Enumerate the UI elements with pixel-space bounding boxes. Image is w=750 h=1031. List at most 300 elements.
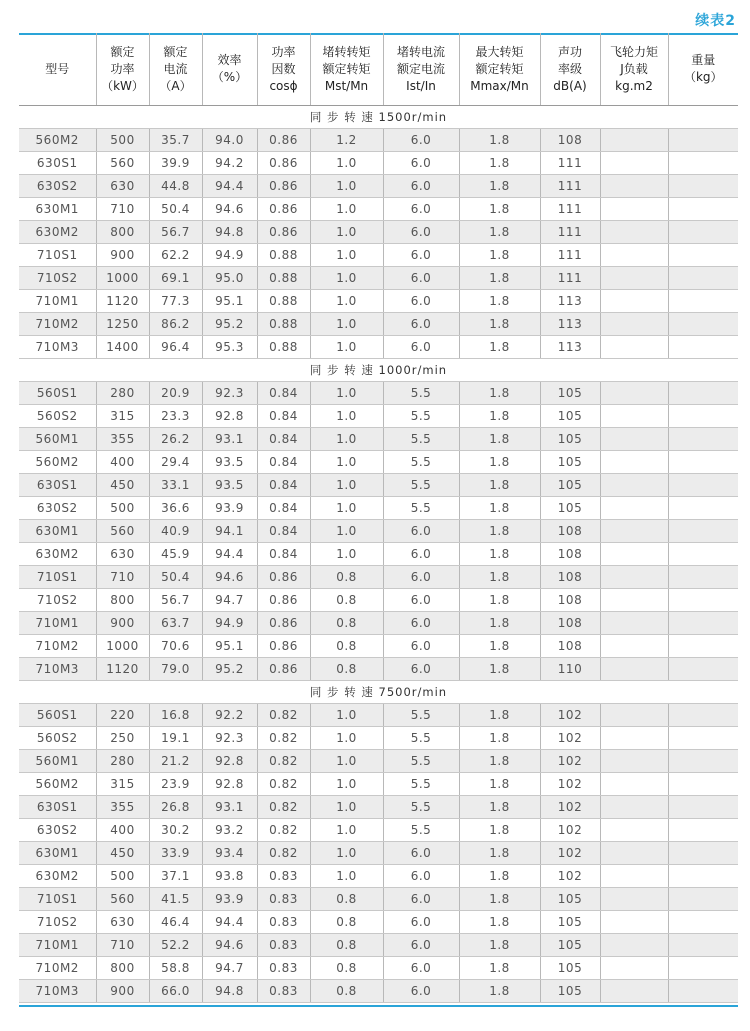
table-cell: 500	[96, 129, 149, 152]
table-cell: 0.8	[310, 888, 383, 911]
table-cell: 0.86	[257, 152, 310, 175]
table-cell: 0.86	[257, 612, 310, 635]
table-cell: 6.0	[383, 543, 459, 566]
table-cell: 111	[540, 175, 600, 198]
table-cell: 0.82	[257, 796, 310, 819]
table-cell	[600, 543, 668, 566]
table-cell: 1.0	[310, 474, 383, 497]
table-row	[19, 382, 738, 405]
table-cell	[668, 635, 738, 658]
table-cell: 6.0	[383, 290, 459, 313]
column-header-line: Mst/Mn	[324, 78, 369, 93]
column-header	[96, 33, 149, 106]
table-cell: 94.6	[202, 198, 257, 221]
table-cell: 710M3	[19, 336, 96, 359]
table-cell: 102	[540, 773, 600, 796]
table-cell: 113	[540, 336, 600, 359]
column-header-line: cosϕ	[269, 78, 298, 93]
table-cell: 30.2	[149, 819, 202, 842]
column-header-line: 效率	[217, 53, 242, 67]
table-cell: 1.8	[459, 382, 540, 405]
table-row	[19, 152, 738, 175]
table-cell	[600, 382, 668, 405]
table-cell: 6.0	[383, 911, 459, 934]
table-cell: 450	[96, 474, 149, 497]
column-header-line: （A）	[159, 78, 192, 93]
table-cell	[668, 451, 738, 474]
table-cell: 630S1	[19, 796, 96, 819]
table-cell: 92.2	[202, 704, 257, 727]
table-cell	[600, 175, 668, 198]
table-cell: 0.88	[257, 336, 310, 359]
table-cell: 1.8	[459, 336, 540, 359]
table-cell: 5.5	[383, 750, 459, 773]
table-cell: 6.0	[383, 888, 459, 911]
section-row	[19, 681, 738, 704]
table-cell	[668, 244, 738, 267]
table-cell	[668, 750, 738, 773]
table-cell: 95.0	[202, 267, 257, 290]
table-row	[19, 474, 738, 497]
table-cell	[600, 244, 668, 267]
table-cell: 94.8	[202, 221, 257, 244]
table-cell: 108	[540, 635, 600, 658]
column-header-line: 额定	[110, 44, 135, 59]
table-cell: 1.0	[310, 704, 383, 727]
table-cell: 560M2	[19, 129, 96, 152]
table-cell: 95.2	[202, 313, 257, 336]
column-header	[383, 33, 459, 106]
table-cell	[668, 520, 738, 543]
table-cell: 6.0	[383, 980, 459, 1003]
table-cell: 630M2	[19, 865, 96, 888]
column-header-line: （%）	[211, 70, 248, 84]
column-header-line: 功率	[271, 44, 296, 59]
table-cell: 108	[540, 520, 600, 543]
table-cell	[600, 727, 668, 750]
table-cell: 0.84	[257, 474, 310, 497]
table-cell: 1.8	[459, 888, 540, 911]
table-cell: 0.82	[257, 773, 310, 796]
table-cell: 0.86	[257, 129, 310, 152]
header-row	[19, 33, 738, 106]
column-header-line: Ist/In	[406, 78, 436, 93]
table-cell: 630M1	[19, 520, 96, 543]
table-cell: 0.86	[257, 566, 310, 589]
table-cell	[600, 658, 668, 681]
table-cell: 1.8	[459, 543, 540, 566]
table-cell	[668, 589, 738, 612]
table-cell: 69.1	[149, 267, 202, 290]
table-cell: 1.8	[459, 313, 540, 336]
table-row	[19, 221, 738, 244]
table-cell: 0.8	[310, 911, 383, 934]
table-cell	[600, 152, 668, 175]
table-cell: 44.8	[149, 175, 202, 198]
table-cell: 630	[96, 175, 149, 198]
table-cell: 630S1	[19, 152, 96, 175]
table-cell: 5.5	[383, 796, 459, 819]
table-cell	[668, 313, 738, 336]
table-cell: 1000	[96, 635, 149, 658]
table-cell	[668, 221, 738, 244]
table-cell	[668, 382, 738, 405]
table-cell	[600, 267, 668, 290]
column-header-line: 最大转矩	[475, 44, 524, 59]
section-title: 同 步 转 速 1000r/min	[19, 359, 738, 382]
table-cell: 280	[96, 750, 149, 773]
table-cell: 29.4	[149, 451, 202, 474]
table-cell: 45.9	[149, 543, 202, 566]
table-cell: 52.2	[149, 934, 202, 957]
table-cell: 1.0	[310, 543, 383, 566]
table-cell: 16.8	[149, 704, 202, 727]
table-cell: 94.4	[202, 911, 257, 934]
table-cell: 0.82	[257, 750, 310, 773]
table-cell	[668, 336, 738, 359]
table-cell: 710	[96, 566, 149, 589]
column-header-line: 额定电流	[396, 61, 445, 76]
table-cell: 630	[96, 543, 149, 566]
table-cell: 0.84	[257, 382, 310, 405]
table-cell: 105	[540, 405, 600, 428]
table-cell: 94.6	[202, 566, 257, 589]
table-cell: 0.8	[310, 980, 383, 1003]
table-cell	[668, 129, 738, 152]
table-cell: 1.0	[310, 290, 383, 313]
table-row	[19, 405, 738, 428]
table-cell	[600, 934, 668, 957]
table-cell: 26.2	[149, 428, 202, 451]
table-cell: 92.3	[202, 727, 257, 750]
table-cell: 111	[540, 152, 600, 175]
table-cell: 630M1	[19, 842, 96, 865]
table-cell: 105	[540, 428, 600, 451]
table-cell: 1.8	[459, 727, 540, 750]
table-cell: 355	[96, 428, 149, 451]
table-cell	[668, 980, 738, 1003]
table-cell: 710S1	[19, 888, 96, 911]
table-cell: 1.0	[310, 405, 383, 428]
table-cell: 92.8	[202, 405, 257, 428]
table-cell: 1.0	[310, 428, 383, 451]
table-cell: 0.8	[310, 658, 383, 681]
table-cell: 6.0	[383, 842, 459, 865]
table-cell: 710M1	[19, 612, 96, 635]
table-cell: 102	[540, 819, 600, 842]
table-cell: 5.5	[383, 405, 459, 428]
column-header	[149, 33, 202, 106]
table-cell: 94.4	[202, 543, 257, 566]
table-cell: 1.0	[310, 336, 383, 359]
table-cell: 5.5	[383, 819, 459, 842]
table-cell: 1.0	[310, 865, 383, 888]
table-cell	[668, 267, 738, 290]
table-row	[19, 290, 738, 313]
table-cell: 500	[96, 497, 149, 520]
table-cell: 1.0	[310, 520, 383, 543]
table-cell: 92.8	[202, 750, 257, 773]
table-cell	[600, 589, 668, 612]
table-cell: 0.88	[257, 290, 310, 313]
table-cell: 1.0	[310, 198, 383, 221]
table-cell: 93.4	[202, 842, 257, 865]
table-cell: 1.8	[459, 934, 540, 957]
table-cell: 1000	[96, 267, 149, 290]
table-row	[19, 911, 738, 934]
table-cell: 5.5	[383, 773, 459, 796]
table-cell: 93.5	[202, 451, 257, 474]
table-cell: 710	[96, 198, 149, 221]
column-header-line: 率级	[557, 61, 582, 76]
table-cell: 108	[540, 566, 600, 589]
table-row	[19, 336, 738, 359]
table-cell	[600, 888, 668, 911]
table-cell	[668, 543, 738, 566]
table-cell: 94.8	[202, 980, 257, 1003]
table-cell: 1.8	[459, 612, 540, 635]
table-cell: 6.0	[383, 957, 459, 980]
table-cell: 6.0	[383, 175, 459, 198]
table-row	[19, 589, 738, 612]
table-cell: 710	[96, 934, 149, 957]
table-cell: 6.0	[383, 152, 459, 175]
table-cell: 40.9	[149, 520, 202, 543]
table-cell: 6.0	[383, 589, 459, 612]
table-cell: 95.1	[202, 635, 257, 658]
column-header-line: 堵转电流	[396, 44, 445, 59]
column-header	[668, 33, 738, 106]
table-cell: 1.8	[459, 290, 540, 313]
table-cell: 5.5	[383, 451, 459, 474]
table-cell: 79.0	[149, 658, 202, 681]
table-row	[19, 267, 738, 290]
table-cell: 111	[540, 244, 600, 267]
table-cell	[668, 773, 738, 796]
table-cell: 0.8	[310, 934, 383, 957]
table-cell: 19.1	[149, 727, 202, 750]
table-cell	[668, 819, 738, 842]
table-cell: 94.7	[202, 589, 257, 612]
table-cell: 56.7	[149, 589, 202, 612]
table-cell: 0.83	[257, 934, 310, 957]
table-cell: 0.82	[257, 819, 310, 842]
table-cell: 105	[540, 888, 600, 911]
table-cell: 1.8	[459, 980, 540, 1003]
table-cell: 1.8	[459, 474, 540, 497]
table-body	[19, 106, 738, 1003]
table-cell: 77.3	[149, 290, 202, 313]
table-row	[19, 635, 738, 658]
table-cell: 1.0	[310, 497, 383, 520]
table-cell	[668, 612, 738, 635]
table-cell: 0.86	[257, 635, 310, 658]
table-cell: 94.4	[202, 175, 257, 198]
table-cell	[600, 336, 668, 359]
table-row	[19, 658, 738, 681]
table-cell: 1.8	[459, 589, 540, 612]
table-cell: 630M1	[19, 198, 96, 221]
table-cell: 0.82	[257, 727, 310, 750]
table-cell: 710M2	[19, 635, 96, 658]
table-cell	[600, 865, 668, 888]
table-cell: 400	[96, 819, 149, 842]
table-cell: 800	[96, 221, 149, 244]
table-cell: 111	[540, 221, 600, 244]
table-cell	[668, 428, 738, 451]
table-cell: 6.0	[383, 658, 459, 681]
table-cell: 1.8	[459, 221, 540, 244]
table-cell: 0.88	[257, 267, 310, 290]
table-cell: 62.2	[149, 244, 202, 267]
table-cell: 1.0	[310, 750, 383, 773]
table-cell: 0.83	[257, 980, 310, 1003]
table-cell	[668, 704, 738, 727]
table-cell: 710M3	[19, 658, 96, 681]
table-cell: 94.0	[202, 129, 257, 152]
table-cell: 1.8	[459, 704, 540, 727]
table-cell: 0.83	[257, 957, 310, 980]
table-cell: 1.8	[459, 796, 540, 819]
table-cell	[668, 842, 738, 865]
table-cell: 108	[540, 129, 600, 152]
table-cell: 5.5	[383, 382, 459, 405]
table-row	[19, 957, 738, 980]
table-cell: 1.8	[459, 428, 540, 451]
table-cell: 800	[96, 589, 149, 612]
table-cell: 111	[540, 267, 600, 290]
table-cell: 6.0	[383, 865, 459, 888]
table-cell	[668, 290, 738, 313]
table-cell: 0.86	[257, 658, 310, 681]
table-cell: 630S1	[19, 474, 96, 497]
table-cell: 0.8	[310, 589, 383, 612]
table-cell: 93.8	[202, 865, 257, 888]
table-cell: 5.5	[383, 474, 459, 497]
table-cell: 900	[96, 244, 149, 267]
table-row	[19, 773, 738, 796]
column-header-line: 飞轮力矩	[609, 44, 658, 59]
table-cell: 1400	[96, 336, 149, 359]
table-cell: 1.0	[310, 244, 383, 267]
table-cell: 0.82	[257, 704, 310, 727]
table-row	[19, 612, 738, 635]
table-cell	[668, 152, 738, 175]
table-cell: 26.8	[149, 796, 202, 819]
table-cell: 113	[540, 313, 600, 336]
column-header-line: 额定转矩	[322, 61, 371, 76]
table-cell: 0.86	[257, 221, 310, 244]
table-cell: 94.6	[202, 934, 257, 957]
table-cell: 6.0	[383, 635, 459, 658]
column-header-line: 额定	[163, 44, 188, 59]
table-cell	[668, 474, 738, 497]
table-cell: 23.3	[149, 405, 202, 428]
table-row	[19, 497, 738, 520]
table-cell: 5.5	[383, 727, 459, 750]
section-title: 同 步 转 速 1500r/min	[19, 106, 738, 129]
table-cell: 0.8	[310, 957, 383, 980]
table-cell: 96.4	[149, 336, 202, 359]
table-cell	[600, 704, 668, 727]
table-cell	[668, 934, 738, 957]
table-row	[19, 934, 738, 957]
table-cell: 560	[96, 520, 149, 543]
table-cell: 710M2	[19, 957, 96, 980]
table-cell: 102	[540, 750, 600, 773]
table-cell: 1.8	[459, 520, 540, 543]
table-row	[19, 865, 738, 888]
table-cell: 710M1	[19, 934, 96, 957]
table-cell: 0.88	[257, 244, 310, 267]
column-header-line: 因数	[271, 61, 296, 76]
table-cell: 0.8	[310, 612, 383, 635]
table-cell: 56.7	[149, 221, 202, 244]
table-cell: 102	[540, 865, 600, 888]
table-cell: 1.8	[459, 497, 540, 520]
table-row	[19, 842, 738, 865]
table-cell	[600, 497, 668, 520]
table-cell: 630	[96, 911, 149, 934]
table-cell: 50.4	[149, 566, 202, 589]
table-row	[19, 313, 738, 336]
table-cell: 0.84	[257, 405, 310, 428]
table-cell: 93.9	[202, 888, 257, 911]
table-cell: 94.9	[202, 612, 257, 635]
table-cell: 560	[96, 888, 149, 911]
table-cell: 0.84	[257, 520, 310, 543]
column-header-line: （kW）	[101, 78, 144, 93]
table-cell: 1.8	[459, 773, 540, 796]
table-cell: 93.5	[202, 474, 257, 497]
table-cell: 560S1	[19, 704, 96, 727]
table-cell: 560M1	[19, 750, 96, 773]
table-cell: 70.6	[149, 635, 202, 658]
table-cell: 63.7	[149, 612, 202, 635]
motor-spec-table	[19, 33, 738, 1003]
table-cell: 66.0	[149, 980, 202, 1003]
table-cell	[668, 198, 738, 221]
table-row	[19, 819, 738, 842]
table-cell: 1.8	[459, 198, 540, 221]
table-cell: 105	[540, 957, 600, 980]
table-cell: 102	[540, 842, 600, 865]
table-cell: 710S2	[19, 267, 96, 290]
table-cell	[668, 566, 738, 589]
column-header-line: J负载	[620, 61, 648, 76]
table-row	[19, 244, 738, 267]
table-cell: 6.0	[383, 934, 459, 957]
table-cell: 6.0	[383, 336, 459, 359]
table-cell: 111	[540, 198, 600, 221]
table-cell: 105	[540, 382, 600, 405]
table-cell: 1.0	[310, 842, 383, 865]
table-cell: 105	[540, 934, 600, 957]
table-caption: 续表2	[695, 13, 736, 29]
table-cell: 50.4	[149, 198, 202, 221]
table-cell: 41.5	[149, 888, 202, 911]
table-cell	[668, 865, 738, 888]
table-cell: 6.0	[383, 313, 459, 336]
table-cell: 6.0	[383, 612, 459, 635]
table-row	[19, 520, 738, 543]
table-cell: 0.86	[257, 589, 310, 612]
column-header-line: kg.m2	[615, 78, 653, 93]
table-cell	[600, 635, 668, 658]
table-cell	[600, 129, 668, 152]
table-cell: 0.86	[257, 198, 310, 221]
table-cell: 250	[96, 727, 149, 750]
